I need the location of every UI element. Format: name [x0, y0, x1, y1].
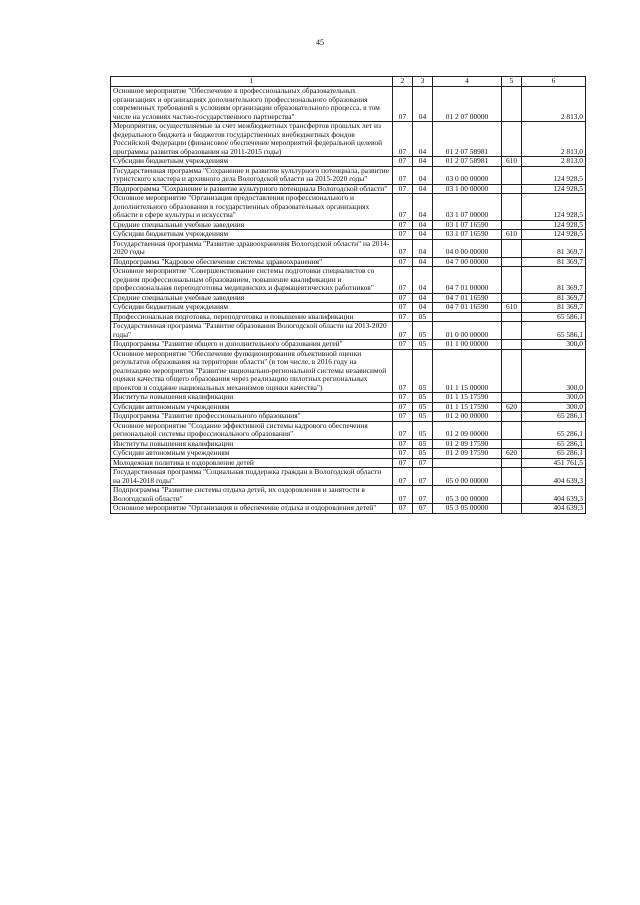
cell-subsection: 04 — [413, 157, 433, 167]
cell-amount: 65 286,1 — [522, 412, 586, 422]
cell-expense-type: 620 — [502, 449, 522, 459]
cell-section: 07 — [393, 340, 413, 350]
cell-target-article — [433, 458, 502, 468]
cell-target-article: 03 1 07 16590 — [433, 230, 502, 240]
cell-section: 07 — [393, 504, 413, 514]
cell-subsection: 04 — [413, 303, 433, 313]
cell-target-article: 01 2 00 00000 — [433, 412, 502, 422]
cell-section: 07 — [393, 322, 413, 340]
table-row — [111, 340, 586, 350]
cell-target-article: 03 1 07 00000 — [433, 194, 502, 221]
cell-name: Субсидии автономным учреждениям — [111, 402, 393, 412]
cell-expense-type: 610 — [502, 230, 522, 240]
cell-name: Государственная программа "Развитие образования Вологодской области на 2013-2020 годы" — [111, 322, 393, 340]
cell-name: Подпрограмма "Развитие системы отдыха детей, их оздоровления и занятости в Вологодской области" — [111, 486, 393, 504]
table-body — [111, 87, 586, 514]
table-row — [111, 393, 586, 403]
cell-expense-type — [502, 239, 522, 257]
cell-amount: 300,0 — [522, 393, 586, 403]
cell-expense-type — [502, 421, 522, 439]
cell-subsection: 07 — [413, 486, 433, 504]
cell-amount: 2 813,0 — [522, 122, 586, 157]
cell-section: 07 — [393, 267, 413, 294]
cell-name: Субсидии бюджетным учреждениям — [111, 303, 393, 313]
cell-target-article: 01 2 07 00000 — [433, 87, 502, 122]
cell-section: 07 — [393, 449, 413, 459]
cell-expense-type — [502, 184, 522, 194]
cell-name: Подпрограмма "Развитие общего и дополнительного образования детей" — [111, 340, 393, 350]
cell-target-article: 05 3 00 00000 — [433, 486, 502, 504]
cell-target-article — [433, 312, 502, 322]
cell-expense-type — [502, 194, 522, 221]
cell-amount: 2 813,0 — [522, 157, 586, 167]
cell-section: 07 — [393, 458, 413, 468]
cell-target-article: 03 1 00 00000 — [433, 184, 502, 194]
cell-name: Государственная программа "Сохранение и развитие культурного потенциала, развитие туристского кластера и архивного дела Вологодской области на 2015-2020 годы" — [111, 166, 393, 184]
cell-subsection: 07 — [413, 458, 433, 468]
cell-subsection: 04 — [413, 87, 433, 122]
cell-subsection: 04 — [413, 194, 433, 221]
cell-subsection: 04 — [413, 220, 433, 230]
cell-section: 07 — [393, 393, 413, 403]
table-row — [111, 239, 586, 257]
cell-section: 07 — [393, 194, 413, 221]
cell-amount: 65 586,1 — [522, 322, 586, 340]
cell-subsection: 04 — [413, 122, 433, 157]
cell-target-article: 01 1 15 17590 — [433, 393, 502, 403]
cell-section: 07 — [393, 122, 413, 157]
cell-target-article: 04 0 00 00000 — [433, 239, 502, 257]
table-row — [111, 122, 586, 157]
cell-amount: 124 928,5 — [522, 220, 586, 230]
cell-amount: 81 369,7 — [522, 303, 586, 313]
cell-target-article: 03 0 00 00000 — [433, 166, 502, 184]
table-row — [111, 194, 586, 221]
table-row — [111, 349, 586, 393]
cell-target-article: 04 7 01 16590 — [433, 293, 502, 303]
cell-section: 07 — [393, 87, 413, 122]
cell-section: 07 — [393, 166, 413, 184]
cell-subsection: 04 — [413, 230, 433, 240]
cell-target-article: 01 1 15 00000 — [433, 349, 502, 393]
table-row — [111, 412, 586, 422]
cell-section: 07 — [393, 293, 413, 303]
cell-expense-type — [502, 486, 522, 504]
cell-subsection: 04 — [413, 184, 433, 194]
budget-table-container — [110, 76, 585, 514]
table-row — [111, 486, 586, 504]
cell-subsection: 07 — [413, 504, 433, 514]
cell-amount: 124 928,5 — [522, 230, 586, 240]
cell-name: Субсидии бюджетным учреждениям — [111, 157, 393, 167]
table-row — [111, 449, 586, 459]
cell-amount: 65 286,1 — [522, 421, 586, 439]
cell-target-article: 05 0 00 00000 — [433, 468, 502, 486]
cell-target-article: 04 7 00 00000 — [433, 257, 502, 267]
cell-expense-type — [502, 122, 522, 157]
cell-expense-type — [502, 166, 522, 184]
header-amount: 6 — [522, 77, 586, 87]
cell-expense-type — [502, 312, 522, 322]
cell-name: Профессиональная подготовка, переподготовка и повышение квалификации — [111, 312, 393, 322]
table-row — [111, 303, 586, 313]
header-section: 2 — [393, 77, 413, 87]
cell-subsection: 05 — [413, 340, 433, 350]
cell-target-article: 01 2 09 00000 — [433, 421, 502, 439]
cell-expense-type — [502, 340, 522, 350]
cell-name: Институты повышения квалификации — [111, 393, 393, 403]
cell-name: Основное мероприятие "Совершенствование системы подготовки специалистов со средним профессиональным образованием, повышение квалификации и профессиональная переподготовка медицинских и фармацевтических работников" — [111, 267, 393, 294]
page-number: 45 — [316, 38, 324, 47]
cell-expense-type — [502, 267, 522, 294]
cell-subsection: 07 — [413, 468, 433, 486]
cell-target-article: 04 7 01 00000 — [433, 267, 502, 294]
cell-subsection: 05 — [413, 322, 433, 340]
table-row — [111, 421, 586, 439]
cell-subsection: 05 — [413, 393, 433, 403]
cell-expense-type: 610 — [502, 303, 522, 313]
cell-section: 07 — [393, 184, 413, 194]
cell-section: 07 — [393, 157, 413, 167]
cell-name: Средние специальные учебные заведения — [111, 220, 393, 230]
table-row — [111, 166, 586, 184]
header-expense-type: 5 — [502, 77, 522, 87]
cell-section: 07 — [393, 402, 413, 412]
cell-target-article: 01 1 15 17590 — [433, 402, 502, 412]
cell-name: Государственная программа "Развитие здравоохранения Вологодской области" на 2014-2020 годы — [111, 239, 393, 257]
cell-subsection: 04 — [413, 293, 433, 303]
cell-section: 07 — [393, 439, 413, 449]
cell-expense-type — [502, 412, 522, 422]
table-row — [111, 504, 586, 514]
cell-amount: 404 639,3 — [522, 486, 586, 504]
cell-expense-type: 620 — [502, 402, 522, 412]
cell-expense-type — [502, 468, 522, 486]
cell-subsection: 05 — [413, 449, 433, 459]
cell-section: 07 — [393, 303, 413, 313]
cell-amount: 65 286,1 — [522, 439, 586, 449]
table-row — [111, 267, 586, 294]
cell-target-article: 01 0 00 00000 — [433, 322, 502, 340]
cell-amount: 124 928,5 — [522, 184, 586, 194]
cell-name: Основное мероприятие "Обеспечение функционирования объективной оценки результатов образования на территории области" (в том числе, в 2016 году на реализацию мероприятия "Развитие национально-региональной системы независимой оценки качества общего образования через реализацию пилотных региональных проектов и создание национальных механизмов оценки качества") — [111, 349, 393, 393]
cell-expense-type — [502, 349, 522, 393]
cell-name: Средние специальные учебные заведения — [111, 293, 393, 303]
cell-name: Основное мероприятие "Организация и обеспечение отдыха и оздоровления детей" — [111, 504, 393, 514]
cell-amount: 300,0 — [522, 340, 586, 350]
cell-expense-type — [502, 458, 522, 468]
cell-name: Основное мероприятие "Обеспечение в профессиональных образовательных организациях и организациях дополнительного профессионального образования современных требований к условиям организации образовательного процесса, в том числе на условиях частно-государственного партнерства" — [111, 87, 393, 122]
table-row — [111, 322, 586, 340]
cell-subsection: 04 — [413, 239, 433, 257]
cell-section: 07 — [393, 220, 413, 230]
cell-target-article: 04 7 01 16590 — [433, 303, 502, 313]
cell-subsection: 05 — [413, 412, 433, 422]
cell-amount: 124 928,5 — [522, 194, 586, 221]
cell-subsection: 05 — [413, 421, 433, 439]
cell-target-article: 01 2 07 58981 — [433, 122, 502, 157]
cell-name: Субсидии бюджетным учреждениям — [111, 230, 393, 240]
cell-amount: 81 369,7 — [522, 267, 586, 294]
cell-section: 07 — [393, 421, 413, 439]
cell-section: 07 — [393, 349, 413, 393]
cell-target-article: 01 2 09 17590 — [433, 439, 502, 449]
cell-expense-type — [502, 504, 522, 514]
cell-subsection: 05 — [413, 439, 433, 449]
cell-name: Подпрограмма "Сохранение и развитие культурного потенциала Вологодской области" — [111, 184, 393, 194]
cell-name: Основное мероприятие "Организация предоставления профессионального и дополнительного образования в государственных образовательных организациях области в сфере культуры и искусства" — [111, 194, 393, 221]
table-row — [111, 230, 586, 240]
cell-name: Субсидии автономным учреждениям — [111, 449, 393, 459]
cell-subsection: 04 — [413, 267, 433, 294]
cell-section: 07 — [393, 468, 413, 486]
cell-subsection: 04 — [413, 166, 433, 184]
cell-name: Подпрограмма "Кадровое обеспечение системы здравоохранения" — [111, 257, 393, 267]
budget-table — [110, 76, 586, 514]
cell-subsection: 05 — [413, 402, 433, 412]
cell-amount: 65 586,1 — [522, 312, 586, 322]
cell-amount: 300,0 — [522, 402, 586, 412]
cell-target-article: 01 2 07 58981 — [433, 157, 502, 167]
cell-amount: 451 761,5 — [522, 458, 586, 468]
cell-subsection: 05 — [413, 349, 433, 393]
cell-target-article: 05 3 05 00000 — [433, 504, 502, 514]
cell-expense-type — [502, 322, 522, 340]
cell-section: 07 — [393, 239, 413, 257]
cell-expense-type — [502, 393, 522, 403]
cell-name: Основное мероприятие "Создание эффективной системы кадрового обеспечения региональной системы профессионального образования" — [111, 421, 393, 439]
cell-name: Государственная программа "Социальная поддержка граждан в Вологодской области на 2014-2018 годы" — [111, 468, 393, 486]
cell-expense-type — [502, 257, 522, 267]
cell-amount: 65 286,1 — [522, 449, 586, 459]
cell-amount: 404 639,3 — [522, 504, 586, 514]
table-row — [111, 468, 586, 486]
cell-name: Институты повышения квалификации — [111, 439, 393, 449]
cell-expense-type — [502, 87, 522, 122]
cell-amount: 81 369,7 — [522, 257, 586, 267]
cell-name: Мероприятия, осуществляемые за счет межбюджетных трансфертов прошлых лет из федерального бюджета и бюджетов государственных внебюджетных фондов Российской Федерации (финансовое обеспечение мероприятий федеральной целевой программы развития образования на 2011-2015 годы) — [111, 122, 393, 157]
cell-target-article: 03 1 07 16590 — [433, 220, 502, 230]
cell-target-article: 01 1 00 00000 — [433, 340, 502, 350]
cell-amount: 300,0 — [522, 349, 586, 393]
cell-expense-type: 610 — [502, 157, 522, 167]
cell-name: Подпрограмма "Развитие профессионального образования" — [111, 412, 393, 422]
cell-amount: 404 639,3 — [522, 468, 586, 486]
header-subsection: 3 — [413, 77, 433, 87]
cell-section: 07 — [393, 230, 413, 240]
cell-name: Молодежная политика и оздоровление детей — [111, 458, 393, 468]
header-name: 1 — [111, 77, 393, 87]
cell-target-article: 01 2 09 17590 — [433, 449, 502, 459]
cell-subsection: 05 — [413, 312, 433, 322]
table-row — [111, 157, 586, 167]
table-row — [111, 87, 586, 122]
cell-amount: 124 928,5 — [522, 166, 586, 184]
header-target-article: 4 — [433, 77, 502, 87]
cell-section: 07 — [393, 312, 413, 322]
cell-subsection: 04 — [413, 257, 433, 267]
cell-amount: 81 369,7 — [522, 239, 586, 257]
table-header-row — [111, 77, 586, 87]
cell-section: 07 — [393, 412, 413, 422]
cell-section: 07 — [393, 257, 413, 267]
cell-amount: 81 369,7 — [522, 293, 586, 303]
cell-amount: 2 813,0 — [522, 87, 586, 122]
cell-section: 07 — [393, 486, 413, 504]
